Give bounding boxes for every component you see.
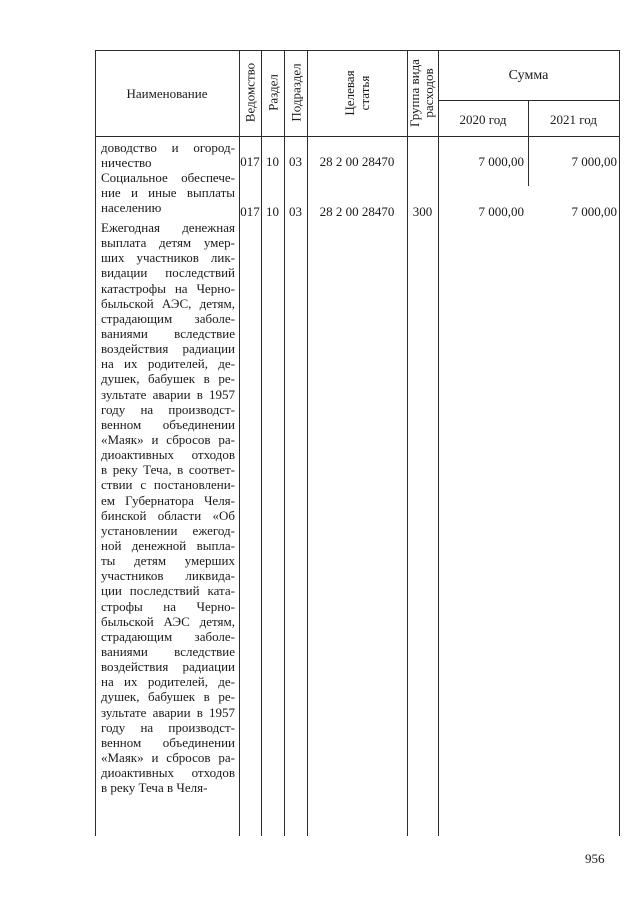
row-target: 28 2 00 28470	[319, 204, 395, 219]
name-line: ших участников лик-	[101, 250, 235, 266]
header-sum: Сумма	[508, 68, 549, 83]
name-line: зультате аварии в 1957	[101, 386, 235, 402]
name-line: воздействия радиации	[101, 659, 235, 675]
table-border-right	[619, 50, 620, 836]
name-line: диоактивных отходов	[101, 447, 235, 463]
row-target: 28 2 00 28470	[319, 154, 395, 169]
name-line: году на производст-	[101, 719, 235, 735]
name-line: воздействия радиации	[101, 341, 235, 357]
row-podrazdel: 03	[289, 154, 302, 169]
name-line: «Маяк» и сбросов ра-	[101, 431, 235, 447]
name-line: быльской АЭС детям,	[101, 613, 235, 629]
name-line: венном объединении	[101, 734, 235, 750]
name-line: диоактивных отходов	[101, 765, 235, 781]
row-sum-2021: 7 000,00	[571, 204, 617, 219]
header-podrazdel: Подраздел	[288, 63, 304, 122]
row-sum-2020: 7 000,00	[478, 154, 524, 169]
name-line: душек, бабушек в ре-	[101, 371, 235, 387]
header-target	[342, 49, 372, 137]
name-line: ничество	[101, 155, 152, 171]
name-line: Ежегодная денежная	[101, 220, 235, 235]
name-line: населению	[101, 200, 162, 216]
row-podrazdel: 03	[289, 204, 302, 219]
name-line: страдающим заболе-	[101, 310, 235, 326]
name-line: ваниями вследствие	[101, 643, 235, 659]
name-line: ной денежной выпла-	[101, 537, 235, 553]
name-line: на их родителей, де-	[101, 674, 235, 690]
name-line: ции последствий ката-	[101, 583, 235, 599]
header-vedomstvo: Ведомство	[242, 62, 258, 123]
header-group-line2: расходов	[421, 68, 436, 118]
name-line: «Маяк» и сбросов ра-	[101, 749, 235, 765]
row-vedomstvo: 017	[240, 204, 260, 219]
column-divider	[407, 50, 408, 836]
row-name	[101, 170, 235, 215]
name-line: ние и иные выплаты	[101, 185, 235, 201]
name-line: венном объединении	[101, 416, 235, 432]
header-group-line1: Группа вида	[407, 59, 422, 127]
name-line: доводство и огород-	[101, 140, 235, 155]
row-vedomstvo: 017	[240, 154, 260, 169]
name-line: страдающим заболе-	[101, 628, 235, 644]
page-number: 956	[585, 851, 605, 866]
name-line: году на производст-	[101, 401, 235, 417]
row-sum-2020: 7 000,00	[478, 204, 524, 219]
name-line: в реку Теча, в соответ-	[101, 462, 235, 478]
row-name	[101, 220, 235, 795]
sum-header-divider	[438, 100, 619, 101]
name-line: в реку Теча в Челя-	[101, 780, 208, 796]
name-line: строфы на Черно-	[101, 598, 235, 614]
name-line: катастрофы на Черно-	[101, 280, 235, 296]
name-line: Социальное обеспече-	[101, 170, 235, 185]
name-line: зультате аварии в 1957	[101, 704, 235, 720]
row-razdel: 10	[266, 154, 279, 169]
budget-table	[95, 50, 619, 836]
name-line: душек, бабушек в ре-	[101, 689, 235, 705]
name-line: на их родителей, де-	[101, 356, 235, 372]
row-name	[101, 140, 235, 170]
header-target-line2: статья	[357, 75, 372, 111]
name-line: бинской области «Об	[101, 507, 235, 523]
header-group	[408, 49, 438, 137]
row-razdel: 10	[266, 204, 279, 219]
header-year-2020: 2020 год	[459, 112, 507, 127]
name-line: ем Губернатора Челя-	[101, 492, 235, 508]
header-year-2021: 2021 год	[550, 112, 597, 127]
name-line: выплата детям умер-	[101, 235, 235, 251]
header-name: Наименование	[126, 86, 208, 101]
name-line: быльской АЭС, детям,	[101, 295, 235, 311]
name-line: установлении ежегод-	[101, 522, 235, 538]
name-line: ствии с постановлени-	[101, 477, 235, 493]
row-group: 300	[412, 204, 433, 219]
row-sum-2021: 7 000,00	[571, 154, 617, 169]
table-border-left	[95, 50, 96, 836]
name-line: участников ликвида-	[101, 568, 235, 584]
header-razdel: Раздел	[265, 74, 281, 111]
name-line: ты детям умерших	[101, 553, 235, 569]
name-line: видации последствий	[101, 265, 235, 281]
header-target-line1: Целевая	[342, 70, 357, 116]
name-line: ваниями вследствие	[101, 325, 235, 341]
